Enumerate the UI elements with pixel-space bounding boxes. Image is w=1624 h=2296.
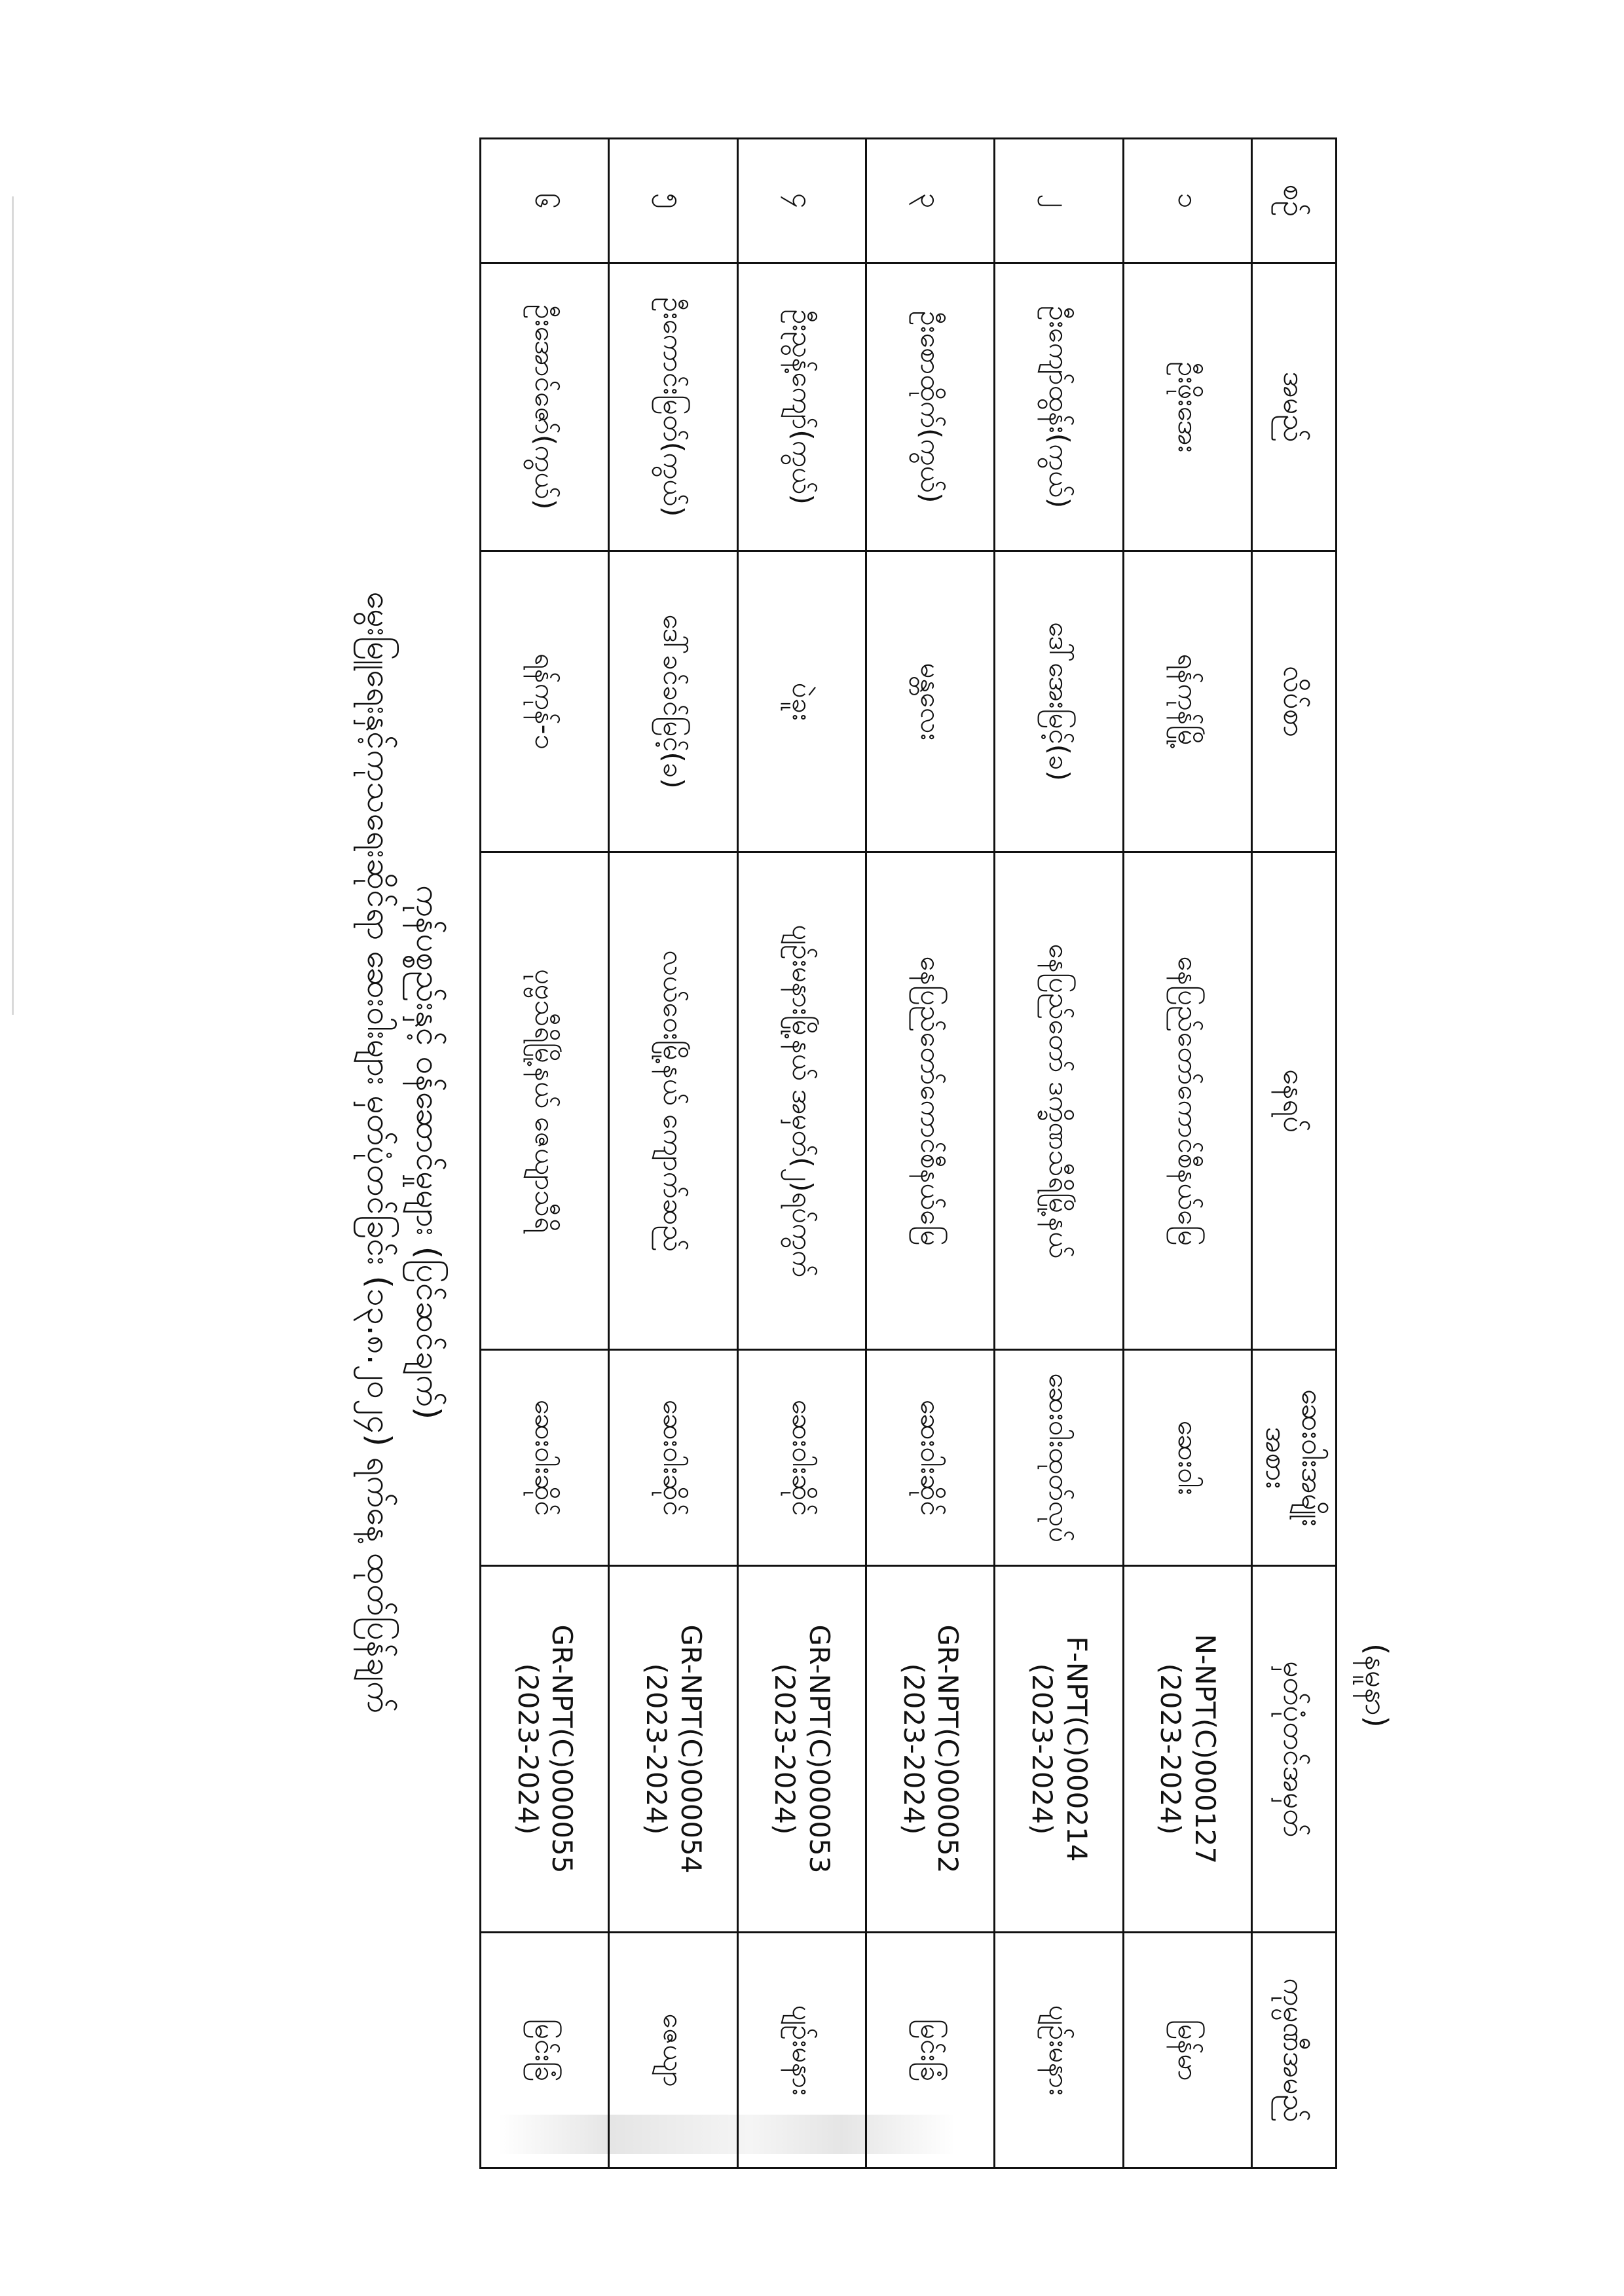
cell-category: ဆေးဝါးထုတ်လုပ် xyxy=(995,1350,1123,1566)
cell-reg xyxy=(995,1566,1123,1933)
cell-name: ဦးကျော်ထွန်း(ကွယ်) xyxy=(995,263,1123,551)
cell-address: ရန်ကုန်-၁ xyxy=(481,551,609,852)
cell-no: ၁ xyxy=(1123,139,1251,263)
cell-place: လယ်ဝေးမြို့နယ် ကျောက်ဆည် xyxy=(609,852,737,1350)
cell-category: ဆေးဝါးဆိုင် xyxy=(866,1350,995,1566)
scan-edge-mark xyxy=(12,196,14,1015)
table-row xyxy=(1123,139,1251,2168)
reg-period: (2023-2024) xyxy=(769,1663,802,1835)
cell-company: မြင်းခြံ xyxy=(866,1933,995,2168)
header-company: ကုမ္ပဏီအမည် xyxy=(1252,1933,1337,2168)
cell-company: ပျဉ်းမနား xyxy=(995,1933,1123,2168)
reg-number: N-NPT(C)000127 xyxy=(1189,1633,1221,1865)
cell-name: ဦးဖိုးအေး xyxy=(1123,263,1251,551)
header-reg: မှတ်ပုံတင်အမှတ် xyxy=(1252,1566,1337,1933)
cell-address: ပဲခူး xyxy=(737,551,866,852)
reg-number: F-NPT(C)000214 xyxy=(1060,1636,1093,1862)
cell-reg xyxy=(866,1566,995,1933)
table-row xyxy=(609,139,737,2168)
reg-number: GR-NPT(C)000054 xyxy=(674,1624,707,1874)
header-no: စဉ် xyxy=(1252,139,1337,263)
table-row xyxy=(737,139,866,2168)
cell-no: ၆ xyxy=(481,139,609,263)
table-row xyxy=(995,139,1123,2168)
cell-category: ဆေးဝါး xyxy=(1123,1350,1251,1566)
reg-period: (2023-2024) xyxy=(897,1663,930,1835)
rotated-sheet xyxy=(347,137,1395,2167)
cell-place: နေပြည်တော် ဒက္ခိဏသီရိမြို့နယ် xyxy=(995,852,1123,1350)
table-row xyxy=(481,139,609,2168)
header-name: အမည် xyxy=(1252,263,1337,551)
cell-reg xyxy=(481,1566,609,1933)
table-row xyxy=(866,139,995,2168)
cell-address: မန္တလေး xyxy=(866,551,995,852)
cell-place: နေပြည်တော်ကောင်စီနယ်မြေ xyxy=(866,852,995,1350)
cell-category: ဆေးဝါးဆိုင် xyxy=(481,1350,609,1566)
header-category: ဆေးဝါးအမျိုးအစား xyxy=(1252,1350,1337,1566)
unit-note: (နမူနာ) xyxy=(1359,1643,1394,1728)
cell-name: ဦးအောင်ဇော်(ကွယ်) xyxy=(481,263,609,551)
reg-period: (2023-2024) xyxy=(640,1663,673,1835)
cell-address: ရန်ကုန်မြို့ xyxy=(1123,551,1251,852)
cell-reg xyxy=(609,1566,737,1933)
cell-address: ဒေါ်အေးမြင့်(ခ) xyxy=(995,551,1123,852)
cell-company: မြန်မာ xyxy=(1123,1933,1251,2168)
header-place: နေရပ် xyxy=(1252,852,1337,1350)
cell-reg xyxy=(1123,1566,1251,1933)
cell-place: ပုဗ္ဗသီရိမြို့နယ် ဇေယျာသီရိ xyxy=(481,852,609,1350)
cell-name: ဦးကောင်းမြတ်(ကွယ်) xyxy=(609,263,737,551)
cell-no: ၅ xyxy=(609,139,737,263)
cell-no: ၄ xyxy=(737,139,866,263)
reg-period: (2023-2024) xyxy=(1154,1663,1187,1835)
cell-company: ဇေယျာ xyxy=(609,1933,737,2168)
registration-table xyxy=(479,137,1337,2169)
caption-line-2: မွေးမြူရေးနှင့်ကုသရေးဆိုင်ရာ ဆေးဝါးများ မှတ်ပုံတင်ခြင်း (၁၃.၈.၂၀၂၄) ရက်နေ့ ထုတ်ပြန်ချက် xyxy=(360,591,398,1713)
reg-number: GR-NPT(C)000052 xyxy=(932,1624,965,1874)
reg-number: GR-NPT(C)000053 xyxy=(803,1624,836,1874)
reg-number: GR-NPT(C)000055 xyxy=(546,1624,579,1874)
cell-company: မြင်းခြံ xyxy=(481,1933,609,2168)
cell-address: ဒေါ်ခင်ခင်မြင့်(ခ) xyxy=(609,551,737,852)
cell-company: ပျဉ်းမနား xyxy=(737,1933,866,2168)
cell-reg xyxy=(737,1566,866,1933)
caption-line-1: ကုန်ပစ္စည်းနှင့် ဝန်ဆောင်မှုများ (ပြင်ဆင်ချက်) xyxy=(409,884,447,1420)
cell-place: ပျဉ်းမနားမြို့နယ် အမှတ်(၂)ရပ်ကွက် xyxy=(737,852,866,1350)
cell-name: ဦးညွန့်ကျော်(ကွယ်) xyxy=(737,263,866,551)
cell-no: ၂ xyxy=(995,139,1123,263)
cell-category: ဆေးဝါးဆိုင် xyxy=(609,1350,737,1566)
cell-name: ဦးစောထိုက်(ကွယ်) xyxy=(866,263,995,551)
header-address: လိပ်စာ xyxy=(1252,551,1337,852)
reg-period: (2023-2024) xyxy=(511,1663,544,1835)
cell-category: ဆေးဝါးဆိုင် xyxy=(737,1350,866,1566)
header-row xyxy=(1252,139,1337,2168)
cell-place: နေပြည်တော်ကောင်စီနယ်မြေ xyxy=(1123,852,1251,1350)
cell-no: ၃ xyxy=(866,139,995,263)
reg-period: (2023-2024) xyxy=(1026,1663,1059,1835)
